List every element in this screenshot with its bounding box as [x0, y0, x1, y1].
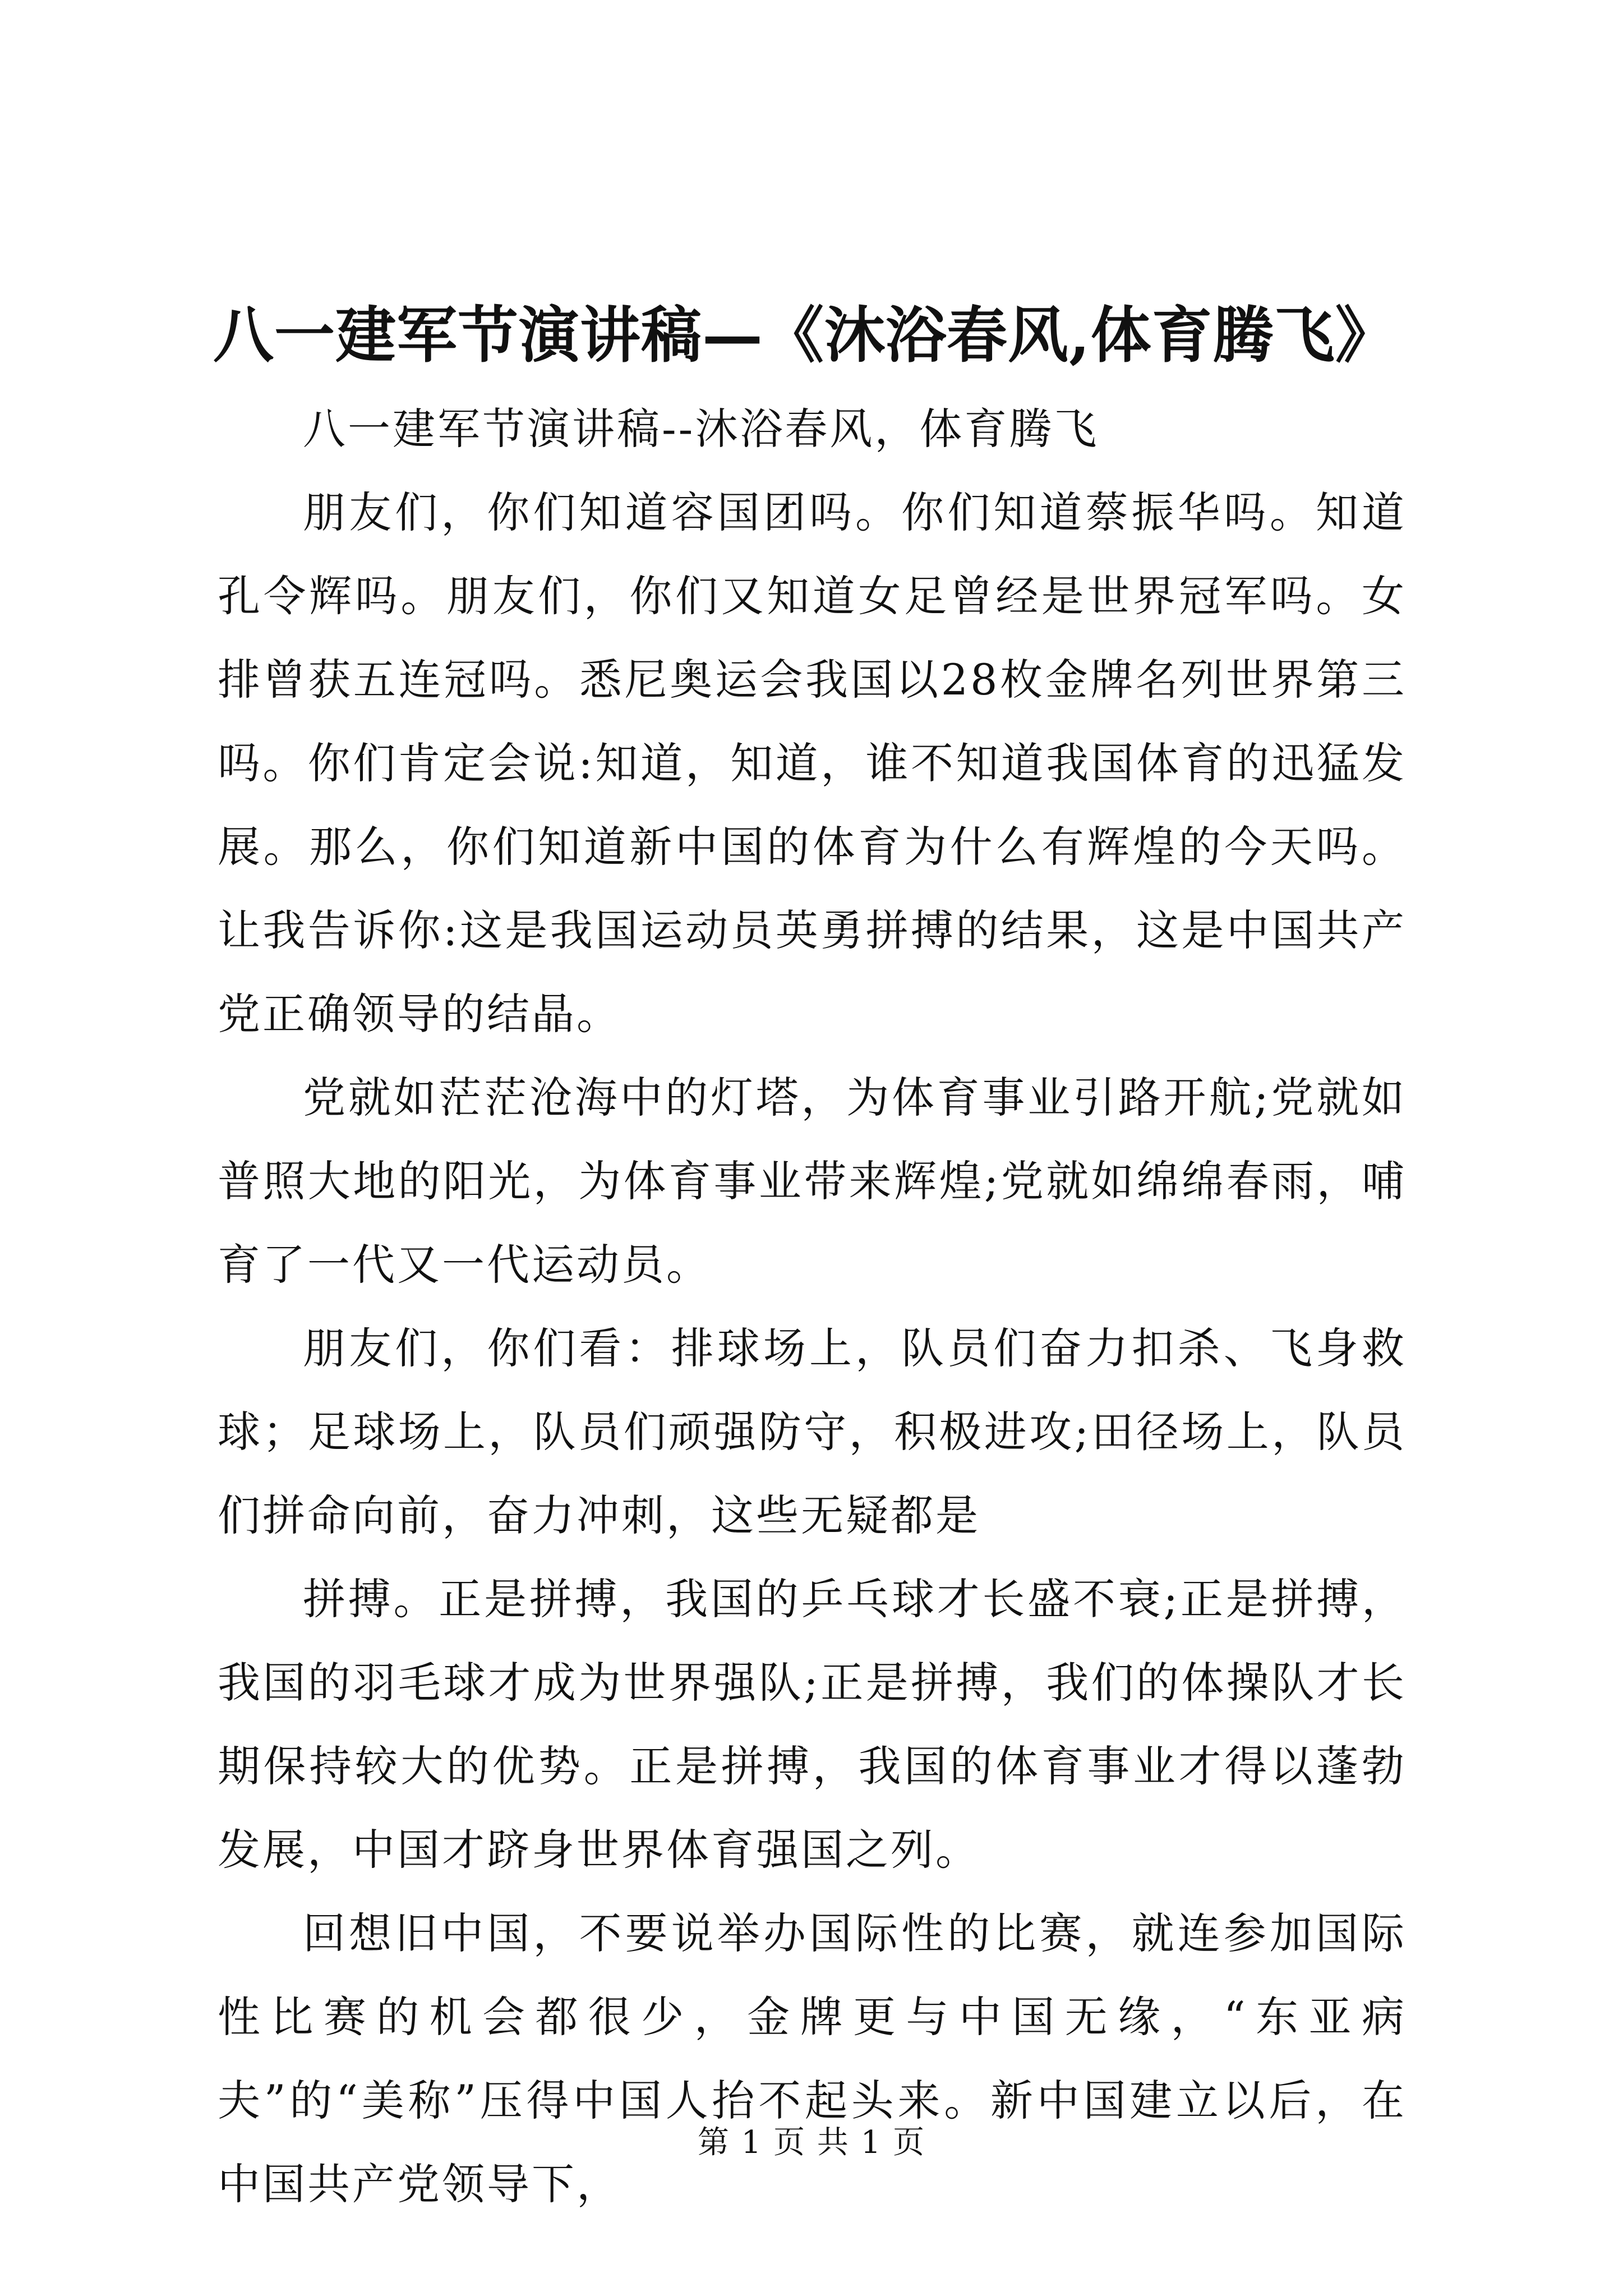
page-number-footer: 第 1 页 共 1 页 — [697, 2124, 926, 2161]
document-body — [218, 387, 1407, 2226]
paragraph: 朋友们，你们知道容国团吗。你们知道蔡振华吗。知道孔令辉吗。朋友们，你们又知道女足曾经是世界冠军吗。女排曾获五连冠吗。悉尼奥运会我国以28枚金牌名列世界第三吗。你们肯定会说:知道，知道，谁不知道我国体育的迅猛发展。那么，你们知道新中国的体育为什么有辉煌的今天吗。让我告诉你:这是我国运动员英勇拼搏的结果，这是中国共产党正确领导的结晶。 — [218, 487, 1407, 1039]
paragraph: 朋友们，你们看：排球场上，队员们奋力扣杀、飞身救球；足球场上，队员们顽强防守，积极进攻;田径场上，队员们拼命向前，奋力冲刺，这些无疑都是 — [218, 1323, 1407, 1540]
document-title: 八一建军节演讲稿—《沐浴春风,体育腾飞》 — [213, 300, 1396, 371]
paragraph: 党就如茫茫沧海中的灯塔，为体育事业引路开航;党就如普照大地的阳光，为体育事业带来辉煌;党就如绵绵春雨，哺育了一代又一代运动员。 — [218, 1073, 1407, 1290]
paragraph-subtitle: 八一建军节演讲稿--沐浴春风，体育腾飞 — [303, 404, 1099, 454]
paragraph: 拼搏。正是拼搏，我国的乒乓球才长盛不衰;正是拼搏，我国的羽毛球才成为世界强队;正是拼搏，我们的体操队才长期保持较大的优势。正是拼搏，我国的体育事业才得以蓬勃发展，中国才跻身世界体育强国之列。 — [218, 1574, 1407, 1875]
paragraph: 回想旧中国，不要说举办国际性的比赛，就连参加国际性比赛的机会都很少，金牌更与中国无缘，“东亚病夫”的“美称”压得中国人抬不起头来。新中国建立以后，在中国共产党领导下， — [218, 1908, 1407, 2209]
